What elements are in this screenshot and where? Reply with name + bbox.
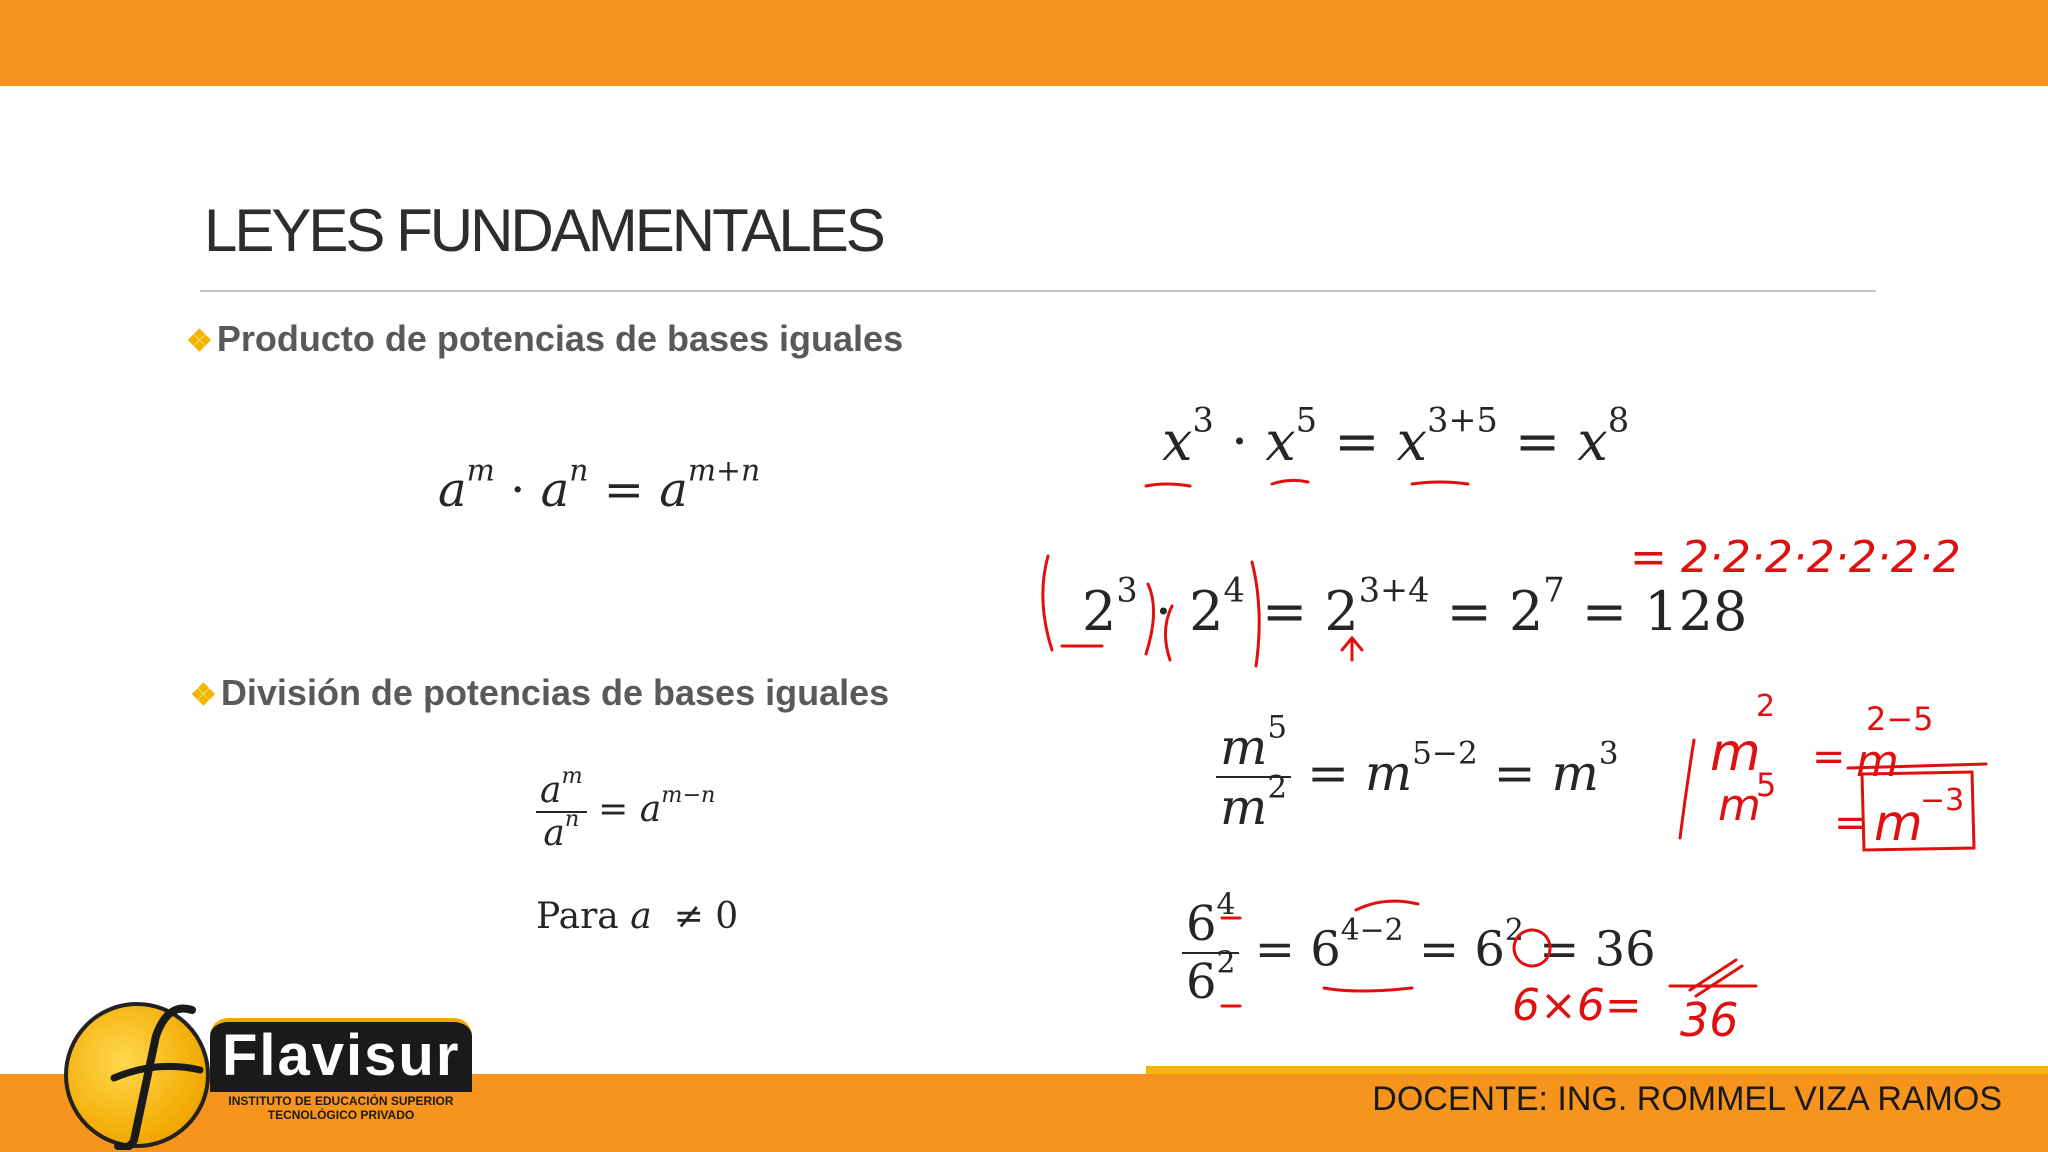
slide-title: LEYES FUNDAMENTALES [204, 197, 883, 264]
nonzero-condition: Para a ≠ 0 [536, 896, 739, 937]
result-box [1862, 772, 1974, 850]
division-law-formula: $\frac{a^m}{a^n}$ = $a^{m-n}$ [536, 770, 715, 854]
handwritten-diff-exp: 2−5 [1866, 700, 1934, 738]
example-division-6: $\frac{6^4}{6^2}$ = $6^{4-2} = 6^2 = 36$ [1182, 896, 1656, 1010]
bullet-product-label: Producto de potencias de bases iguales [216, 318, 904, 359]
vertical-bar [1680, 740, 1694, 838]
logo-wordmark: Flavisur [222, 1023, 461, 1088]
bullet-division-label: División de potencias de bases iguales [220, 672, 890, 713]
handwritten-frac-den: m [1718, 780, 1761, 831]
example-division-m: $\frac{m^5}{m^2}$ = $m^{5-2} = m^3$ [1216, 718, 1619, 836]
top-accent-bar [0, 0, 2048, 86]
bullet-division-heading [190, 672, 889, 714]
handwritten-eq-1: = [1812, 734, 1846, 780]
handwritten-frac-num-exp: 2 [1756, 689, 1776, 724]
strike-36 [1690, 960, 1742, 996]
handwritten-mult-result: 36 [1680, 993, 1739, 1047]
example-product-x: $x^3 \cdot x^5 = x^{3+5} = x^8$ [1162, 400, 1630, 473]
bullet-product-heading [186, 318, 903, 360]
example-product-2: $2^3 \cdot 2^4 = 2^{3+4} = 2^7 = 128$ [1082, 570, 1748, 643]
underline-x-3 [1412, 482, 1468, 484]
logo-subtitle: INSTITUTO DE EDUCACIÓN SUPERIOR TECNOLÓGICO PRIVADO [228, 1094, 454, 1122]
handwritten-frac-num: m [1710, 723, 1761, 783]
handwritten-frac-den-exp: 5 [1756, 766, 1777, 804]
fraction-line [1848, 764, 1986, 768]
handwritten-diff-base: m [1856, 736, 1899, 787]
diamond-cluster-icon: ❖ [190, 679, 217, 712]
paren-left-1 [1043, 556, 1052, 650]
handwritten-eq-2: = [1834, 800, 1868, 846]
logo-f-glyph-icon [96, 1000, 216, 1150]
product-law-formula: $a^m \cdot a^n = a^{m+n}$ [438, 453, 761, 518]
handwritten-result-exp: −3 [1920, 783, 1965, 818]
handwritten-mult: 6×6= [1512, 980, 1642, 1031]
title-divider [200, 290, 1876, 292]
handwritten-expansion: = 2·2·2·2·2·2·2 [1630, 532, 1961, 583]
underline-x-2 [1272, 480, 1308, 484]
teacher-credit: DOCENTE: ING. ROMMEL VIZA RAMOS [1372, 1080, 2002, 1118]
diamond-cluster-icon: ❖ [186, 325, 213, 358]
handwritten-result: m [1874, 794, 1923, 852]
underline-x-1 [1146, 484, 1190, 486]
footer-accent-line [1146, 1066, 2048, 1074]
